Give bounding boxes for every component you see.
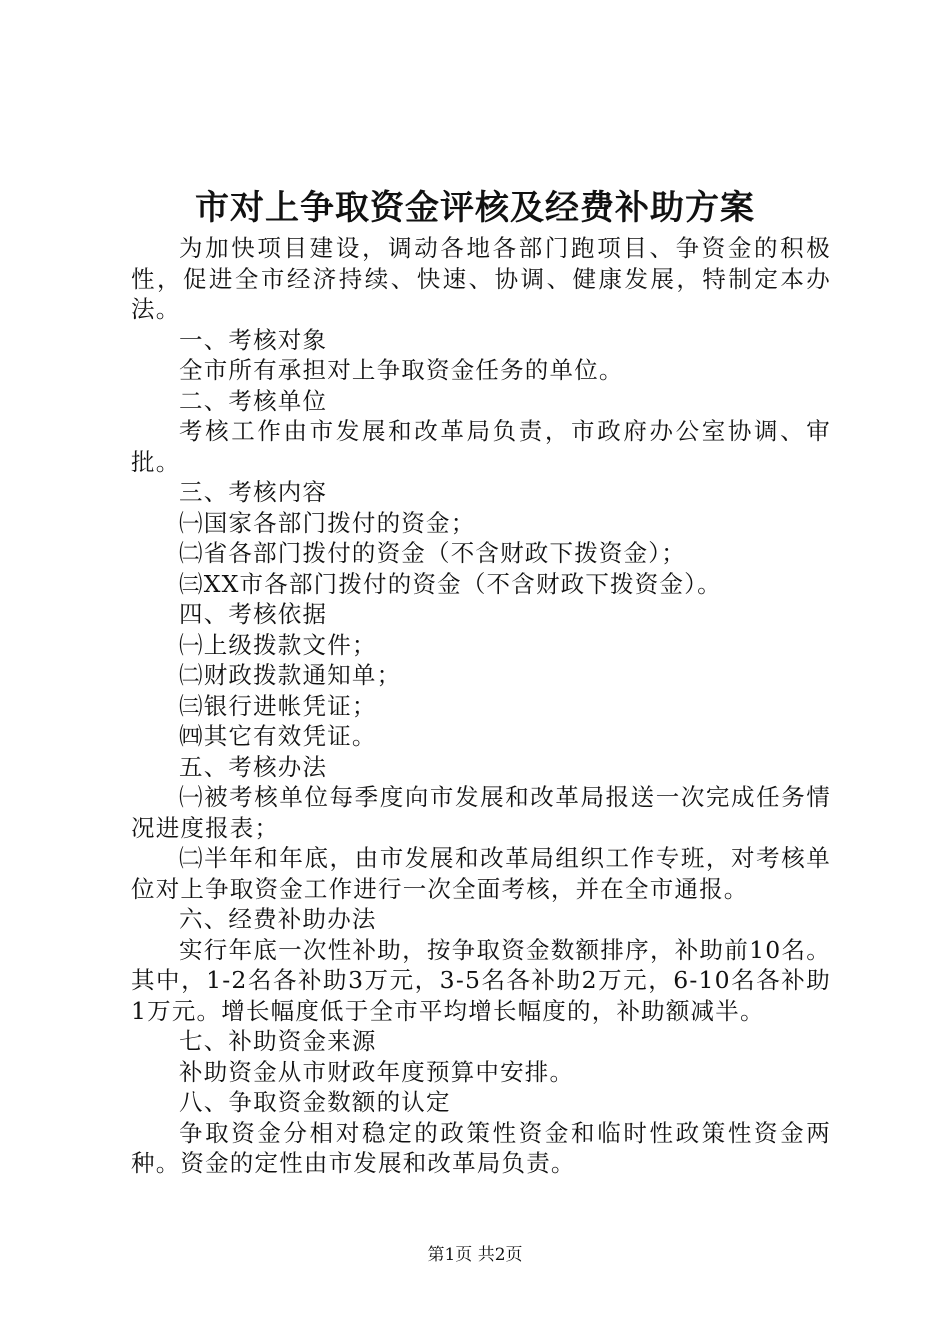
paragraph: 补助资金从市财政年度预算中安排。 — [179, 1057, 575, 1086]
paragraph: 争取资金分相对稳定的政策性资金和临时性政策性资金两种。资金的定性由市发展和改革局负责。 — [131, 1118, 831, 1177]
heading-6: 六、经费补助办法 — [179, 905, 377, 933]
paragraph: 实行年底一次性补助，按争取资金数额排序，补助前10名。其中，1-2名各补助3万元，3-5名各补助2万元，6-10名各补助1万元。增长幅度低于全市平均增长幅度的，补助额减半。 — [131, 935, 831, 1025]
paragraph-intro: 为加快项目建设，调动各地各部门跑项目、争资金的积极性，促进全市经济持续、快速、协调、健康发展，特制定本办法。 — [131, 234, 831, 323]
list-item: ㈡财政拨款通知单； — [179, 661, 402, 689]
heading-4: 四、考核依据 — [179, 600, 328, 628]
list-item: ㈠国家各部门拨付的资金； — [179, 508, 476, 537]
list-item: ㈢银行进帐凭证； — [179, 691, 377, 720]
list-item: ㈡省各部门拨付的资金（不含财政下拨资金）； — [179, 539, 686, 567]
list-item: ㈢XX市各部门拨付的资金（不含财政下拨资金）。 — [179, 569, 722, 598]
list-item: ㈣其它有效凭证。 — [179, 722, 377, 750]
document-body — [131, 233, 831, 1179]
page-footer: 第1页 共2页 — [427, 1245, 523, 1265]
heading-3: 三、考核内容 — [179, 478, 328, 506]
heading-5: 五、考核办法 — [179, 752, 328, 781]
heading-7: 七、补助资金来源 — [179, 1027, 377, 1055]
heading-1: 一、考核对象 — [179, 325, 328, 354]
document-title: 市对上争取资金评核及经费补助方案 — [195, 188, 755, 228]
list-item: ㈠被考核单位每季度向市发展和改革局报送一次完成任务情况进度报表； — [131, 783, 831, 842]
paragraph: 考核工作由市发展和改革局负责，市政府办公室协调、审批。 — [131, 417, 831, 476]
heading-8: 八、争取资金数额的认定 — [179, 1088, 451, 1116]
list-item: ㈡半年和年底，由市发展和改革局组织工作专班，对考核单位对上争取资金工作进行一次全面考核，并在全市通报。 — [131, 844, 831, 903]
heading-2: 二、考核单位 — [179, 386, 328, 415]
list-item: ㈠上级拨款文件； — [179, 630, 377, 659]
paragraph: 全市所有承担对上争取资金任务的单位。 — [179, 356, 624, 384]
